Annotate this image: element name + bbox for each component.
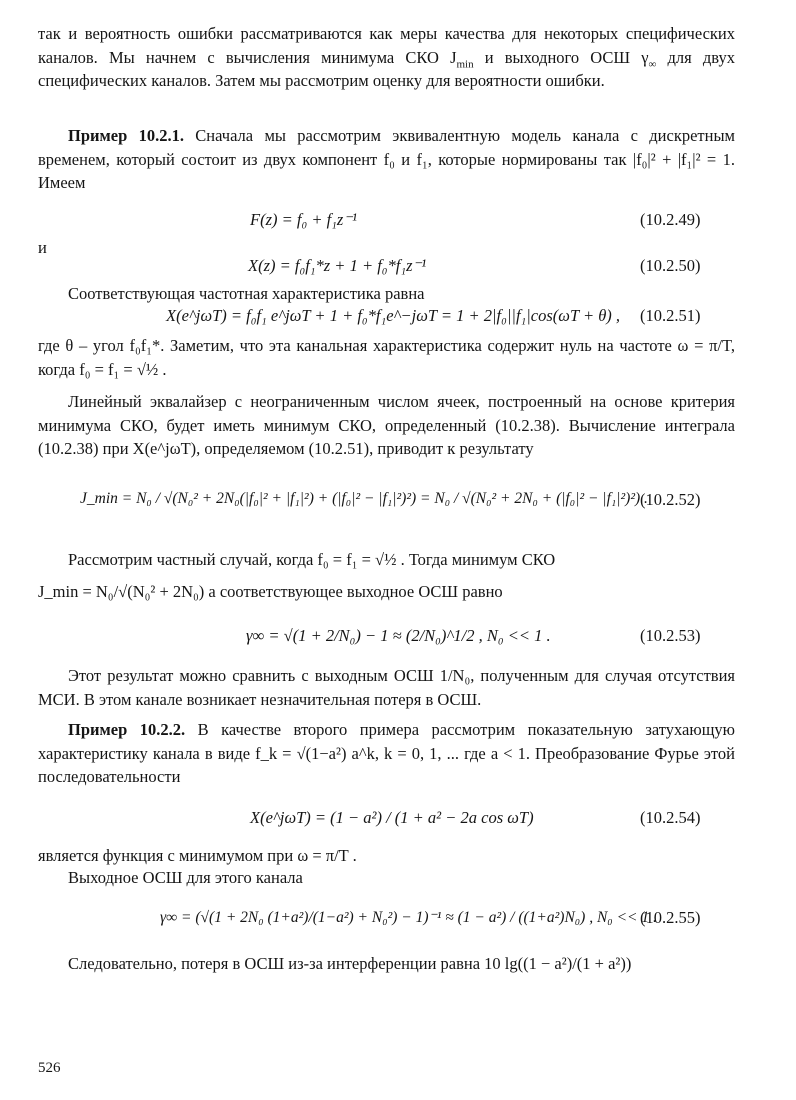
example-1-label: Пример 10.2.1. [68,126,184,145]
example-1-paragraph [38,124,735,195]
eqnum-10-2-52: (10.2.52) [640,490,701,509]
freq-response-line: Соответствующая частотная характеристика равна [68,284,425,303]
eqnum-10-2-53: (10.2.53) [640,626,701,645]
equation-10-2-55: γ∞ = (√(1 + 2N₀ (1+a²)/(1−a²) + N₀²) − 1)⁻¹ ≈ (1 − a²) / ((1+a²)N₀) , N₀ << 1 . [160,909,657,926]
jmin-sub: min [456,57,474,70]
equation-10-2-54: X(e^jωT) = (1 − a²) / (1 + a² − 2a cos ωT) [250,808,534,827]
intro-tail: и выходного ОСШ γ [473,47,649,67]
eqnum-10-2-55: (10.2.55) [640,908,701,927]
equation-10-2-51: X(e^jωT) = f₀f₁ e^jωT + 1 + f₀*f₁e^−jωT = 1 + 2|f₀||f₁|cos(ωT + θ) , [166,306,621,325]
eqnum-10-2-54: (10.2.54) [640,808,701,827]
equation-10-2-49: F(z) = f₀ + f₁z⁻¹ [250,210,357,229]
compare-paragraph: Этот результат можно сравнить с выходным ОСШ 1/N₀, полученным для случая отсутствия МСИ. В этом канале возникает незначительная потеря в ОСШ. [38,666,735,709]
example-1-text: Сначала мы рассмотрим эквивалентную модель канала с дискретным временем, который состоит из двух компонент f₀ и f₁, которые нормированы так |f₀|² + |f₁|² = 1. Имеем [38,126,735,192]
example-2-label: Пример 10.2.2. [68,720,186,739]
eqnum-10-2-50: (10.2.50) [640,256,701,275]
eqnum-10-2-51: (10.2.51) [640,306,701,325]
min-function-line: является функция с минимумом при ω = π/T . [38,846,357,865]
loss-line: Следовательно, потеря в ОСШ из-за интерференции равна 10 lg((1 − a²)/(1 + a²)) [68,954,632,973]
gamma-sub: ∞ [648,57,657,70]
equation-10-2-53: γ∞ = √(1 + 2/N₀) − 1 ≈ (2/N₀)^1/2 , N₀ << 1 . [246,626,551,645]
example-2-text: В качестве второго примера рассмотрим показательную затухающую характеристику канала в виде f_k = √(1−a²) a^k, k = 0, 1, ... где a < 1. Преобразование Фурье этой последовательности [38,720,735,786]
example-2-paragraph [38,718,735,789]
intro-text: так и вероятность ошибки рассматриваются как меры качества для некоторых специфических каналов. Мы начнем с вычисления минимума СКО J [38,24,735,67]
and-word: и [38,238,47,257]
page-number: 526 [38,1060,61,1076]
linear-equalizer-paragraph: Линейный эквалайзер с неограниченным числом ячеек, построенный на основе критерия минимума СКО, будет иметь минимум СКО, определенный (10.2.38). Вычисление интеграла (10.2.38) при X(e^jωT), определяемом (10.2.51), приводит к результату [38,392,735,458]
equation-10-2-52: J_min = N₀ / √(N₀² + 2N₀(|f₀|² + |f₁|²) + (|f₀|² − |f₁|²)²) = N₀ / √(N₀² + 2N₀ + (|f₀|² − |f₁|²)²) . [80,490,648,507]
intro-end: для двух специфических каналов. Затем мы рассмотрим оценку для вероятности ошибки. [38,47,735,90]
intro-paragraph [38,22,735,93]
special-case-line: Рассмотрим частный случай, когда f₀ = f₁ = √½ . Тогда минимум СКО [68,550,556,569]
eqnum-10-2-49: (10.2.49) [640,210,701,229]
jmin-line: J_min = N₀/√(N₀² + 2N₀) а соответствующее выходное ОСШ равно [38,582,503,601]
output-snr-line: Выходное ОСШ для этого канала [68,868,303,887]
theta-paragraph: где θ – угол f₀f₁*. Заметим, что эта канальная характеристика содержит нуль на частоте ω = π/T, когда f₀ = f₁ = √½ . [38,336,735,379]
equation-10-2-50: X(z) = f₀f₁*z + 1 + f₀*f₁z⁻¹ [248,256,427,275]
